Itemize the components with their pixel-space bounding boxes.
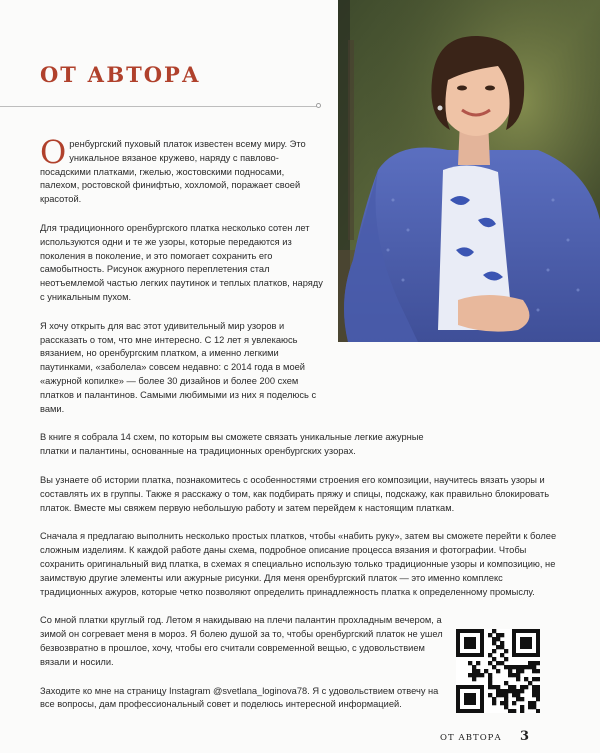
paragraph: Вы узнаете об истории платка, познакомитесь с особенностями строения его композиции, научитесь вязать узоры и составлять их в группы. Также я расскажу о том, как подбирать пряжу и спицы, подскажу, как правильно блокировать платок. Вместе мы свяжем первую небольшую работу и затем перейдем к настоящим платкам. <box>40 474 550 513</box>
divider-ornament <box>316 103 321 108</box>
page-number: 3 <box>520 729 530 744</box>
paragraph: Со мной платки круглый год. Летом я накидываю на плечи палантин прохладным вечером, а зимой он согревает меня в мороз. Я болею душой за то, чтобы оренбургский платок не ушел безвозвратно в прошлое, хочу, чтобы его считали современной вещью, с удовольствием вязали и носили. <box>40 615 443 667</box>
paragraph: Сначала я предлагаю выполнить несколько простых платков, чтобы «набить руку», затем вы сможете перейти к более сложным изделиям. К каждой работе даны схема, подробное описание процесса вязания и фотографии. Чтобы сохранить оригинальный вид платка, в схемах я специально использую только традиционные узоры и композицию, не заимствую другие элементы или ажурные рисунки. Для меня оренбургский платок — это именно комплекс традиционных ажуров, которые четко позволяют определить принадлежность платка к определенному промыслу. <box>40 531 557 597</box>
title-divider <box>0 106 318 107</box>
intro-text: ренбургский пуховый платок известен всему миру. Это уникальное вязаное кружево, наряду с павлово-посадскими платками, гжелью, жостовскими подносами, палехом, ростовской финифтью, хохломой, поражает своей красотой. <box>40 139 306 205</box>
page-title: ОТ АВТОРА <box>40 62 201 87</box>
qr-code-graphic <box>456 629 540 713</box>
intro-paragraph <box>40 133 326 207</box>
paragraph: Я хочу открыть для вас этот удивительный мир узоров и рассказать о том, что мне интересно. С 12 лет я увлекаюсь вязанием, но оренбургским платком, а именно легкими паутинками, «заболела» совсем недавно: с 2014 года в моей «ажурной копилке» — более 30 дизайнов и более 200 схем платков и палантинов. Самыми любимыми из них я поделюсь с вами. <box>40 320 317 414</box>
paragraph: В книге я собрала 14 схем, по которым вы сможете связать уникальные легкие ажурные платки и палантины, основанные на традиционных оренбургских узорах. <box>40 432 424 457</box>
footer-section-label: ОТ АВТОРА <box>440 733 502 743</box>
paragraph: Для традиционного оренбургского платка несколько сотен лет используются одни и те же узоры, которые передаются из поколения в поколение, и это помогает сохранить его самобытность. Рисунок ажурного переплетения стал неотъемлемой частью легких паутинок и теплых платков, наряду с уникальным пухом. <box>40 222 323 302</box>
qr-code[interactable] <box>456 629 540 713</box>
drop-cap: О <box>40 133 67 171</box>
article-body <box>40 133 560 712</box>
paragraph: Заходите ко мне на страницу Instagram @svetlana_loginova78. Я с удовольствием отвечу на все вопросы, дам профессиональный совет и поделюсь интересной информацией. <box>40 685 439 710</box>
